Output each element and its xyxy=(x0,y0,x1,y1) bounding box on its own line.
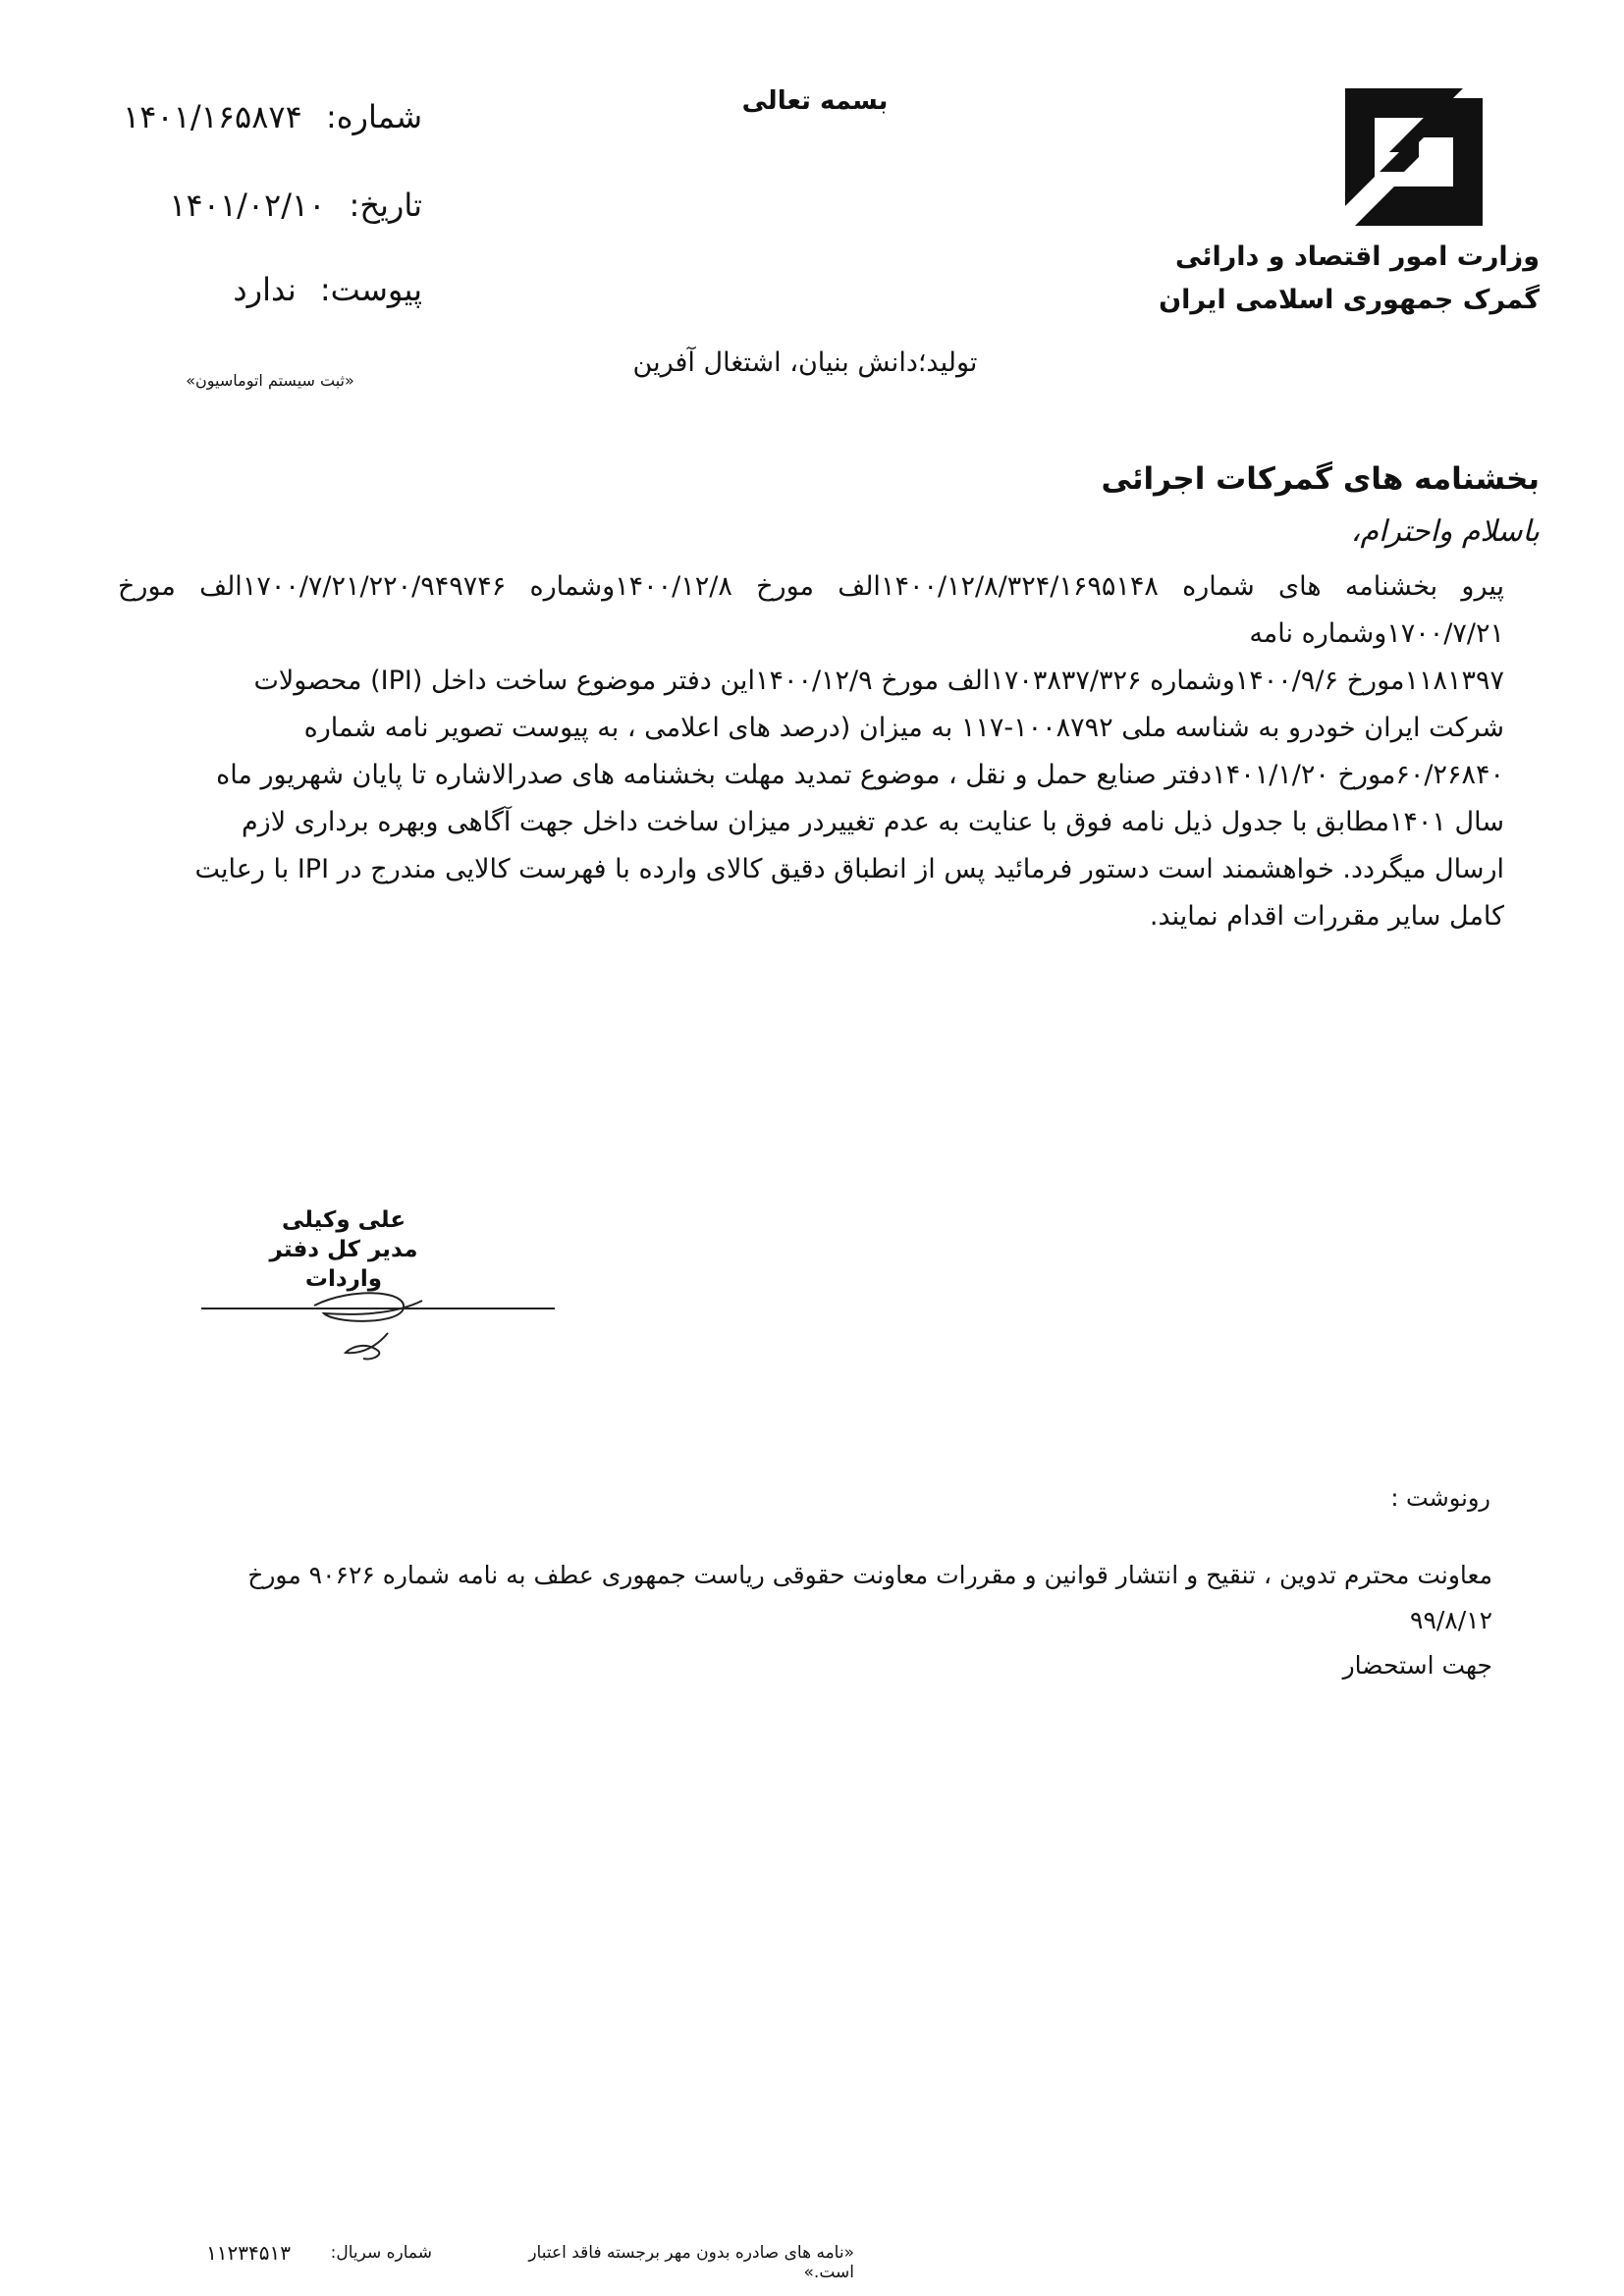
slogan: تولید؛دانش بنیان، اشتغال آفرین xyxy=(632,347,978,378)
signatory-name: علی وکیلی xyxy=(281,1207,406,1233)
signature-initials-icon xyxy=(334,1325,403,1364)
automation-note: «ثبت سیستم اتوماسیون» xyxy=(186,371,354,390)
body-line: شرکت ایران خودرو به شناسه ملی ۱۰۰۸۷۹۲-۱۱۷ به میزان (درصد های اعلامی ، به پیوست تصویر نامه شماره xyxy=(303,713,1504,743)
letter-number xyxy=(88,98,422,135)
footer-stamp-note: «نامه های صادره بدون مهر برجسته فاقد اعتبار است.» xyxy=(528,2243,854,2282)
greeting: باسلام واحترام، xyxy=(1350,514,1540,549)
body-line: سال ۱۴۰۱مطابق با جدول ذیل نامه فوق با عنایت به عدم تغییردر میزان ساخت داخل جهت آگاهی وبهره برداری لازم xyxy=(241,807,1504,837)
signatory-position: مدیر کل دفتر واردات xyxy=(269,1237,418,1292)
body-line: ۱۱۸۱۳۹۷مورخ ۱۴۰۰/۹/۶وشماره ۱۷۰۳۸۳۷/۳۲۶الف مورخ ۱۴۰۰/۱۲/۹این دفتر موضوع ساخت داخل (IPI) محصولات xyxy=(253,666,1504,696)
footer-serial-label: شماره سریال: xyxy=(330,2243,432,2263)
letter-attachment xyxy=(88,271,422,308)
signature-line xyxy=(201,1308,555,1309)
footer-serial-value: ۱۱۲۳۴۵۱۳ xyxy=(206,2241,291,2265)
cc-recipient xyxy=(167,1553,1492,1688)
body-line: پیرو بخشنامه های شماره ۱۴۰۰/۱۲/۸/۳۲۴/۱۶۹۵۱۴۸الف مورخ ۱۴۰۰/۱۲/۸وشماره ۱۷۰۰/۷/۲۱/۲۲۰/۹۴۹۷۴۶الف مورخ ۱۷۰۰/۷/۲۱وشماره نامه xyxy=(118,571,1505,649)
cc-label: رونوشت : xyxy=(1390,1484,1490,1512)
customs-logo-icon xyxy=(1335,79,1492,236)
letter-body xyxy=(118,563,1504,940)
letter-date xyxy=(88,187,422,224)
circular-title: بخشنامه های گمرکات اجرائی xyxy=(1101,461,1540,497)
body-line: ارسال میگردد. خواهشمند است دستور فرمائید پس از انطباق دقیق کالای وارده با فهرست کالایی مندرج در IPI با رعایت xyxy=(194,854,1504,884)
body-line: کامل سایر مقررات اقدام نمایند. xyxy=(1149,901,1504,932)
letter-date-label: تاریخ: xyxy=(349,187,422,224)
letter-attachment-label: پیوست: xyxy=(319,271,422,308)
letter-number-value: ۱۴۰۱/۱۶۵۸۷۴ xyxy=(123,98,302,135)
letter-date-value: ۱۴۰۱/۰۲/۱۰ xyxy=(169,187,326,224)
letter-attachment-value: ندارد xyxy=(233,271,297,308)
invocation: بسمه تعالی xyxy=(741,86,889,116)
cc-line: جهت استحضار xyxy=(1342,1651,1492,1680)
letter-number-label: شماره: xyxy=(325,98,422,135)
cc-line: معاونت محترم تدوین ، تنقیح و انتشار قوانین و مقررات معاونت حقوقی ریاست جمهوری عطف به نامه شماره ۹۰۶۲۶ مورخ ۹۹/۸/۱۲ xyxy=(247,1561,1492,1634)
customs-name: گمرک جمهوری اسلامی ایران xyxy=(1159,285,1540,315)
ministry-name: وزارت امور اقتصاد و دارائی xyxy=(1175,241,1540,272)
ministry-block xyxy=(1127,236,1540,322)
body-line: ۶۰/۲۶۸۴۰مورخ ۱۴۰۱/۱/۲۰دفتر صنایع حمل و نقل ، موضوع تمدید مهلت بخشنامه های صدرالاشاره تا پایان شهریور ماه xyxy=(216,760,1504,790)
